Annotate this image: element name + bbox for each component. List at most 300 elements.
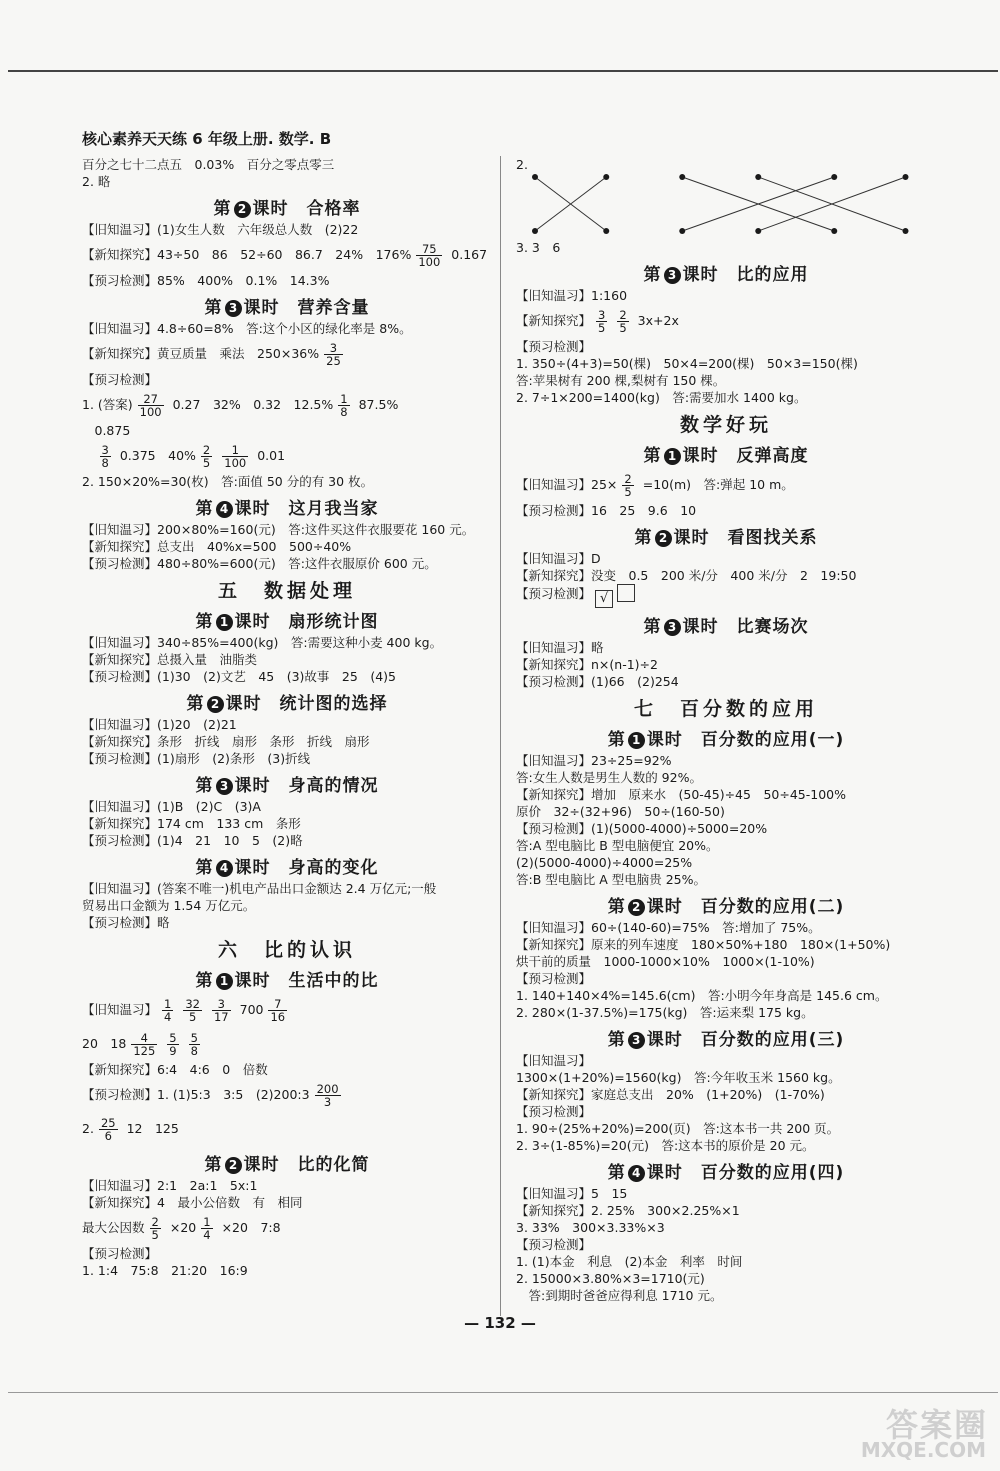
fraction	[201, 444, 212, 469]
answer-line	[516, 987, 936, 1004]
fraction-numerator: 1	[164, 997, 172, 1011]
matching-dot	[831, 174, 837, 180]
text-segment: 【新知探究】n×(n-1)÷2	[516, 657, 658, 672]
text-segment: 第	[195, 776, 214, 796]
answer-line	[516, 502, 936, 519]
text-segment: 【新知探究】2. 25% 300×2.25%×1	[516, 1203, 740, 1218]
text-segment: 【预习检测】(1)4 21 10 5 (2)略	[82, 833, 303, 848]
fraction	[99, 1117, 118, 1142]
matching-dot	[603, 228, 609, 234]
answer-line	[516, 468, 936, 502]
answer-line	[82, 473, 492, 490]
lesson-number-badge: 1	[216, 973, 233, 990]
lesson-number-badge: 4	[216, 860, 233, 877]
fraction-denominator: 5	[202, 456, 211, 470]
answer-line	[82, 1211, 492, 1245]
matching-dot	[532, 174, 538, 180]
answer-line	[82, 880, 492, 897]
answer-line	[82, 538, 492, 555]
answer-line	[516, 769, 936, 786]
answer-line	[82, 555, 492, 572]
fraction-numerator: 3	[101, 443, 109, 457]
text-segment: ×20 7:8	[221, 1220, 281, 1235]
fraction-numerator: 3	[598, 308, 606, 322]
fraction-numerator: 1	[222, 444, 248, 457]
text-segment: 【旧知温习】340÷85%=400(kg) 答:需要这种小麦 400 kg。	[82, 635, 443, 650]
answer-line	[516, 1137, 936, 1154]
text-segment: 课时 身高的变化	[234, 858, 379, 878]
text-segment	[82, 448, 95, 463]
fraction-numerator: 2	[202, 443, 211, 457]
text-segment: 2. 280×(1-37.5%)=175(kg) 答:运来梨 175 kg。	[516, 1005, 814, 1020]
fraction	[189, 1032, 200, 1057]
lesson-heading	[82, 607, 492, 632]
fraction-denominator: 5	[624, 485, 632, 499]
text-segment: 【旧知温习】60÷(140-60)=75% 答:增加了 75%。	[516, 920, 821, 935]
fraction-denominator: 9	[169, 1044, 177, 1058]
answer-line	[82, 668, 492, 685]
answer-line	[82, 371, 492, 388]
fraction-denominator: 25	[326, 354, 341, 368]
text-segment: 1. (1)本金 利息 (2)本金 利率 时间	[516, 1254, 743, 1269]
answer-line	[82, 1262, 492, 1279]
text-segment: 课时 百分数的应用(二)	[646, 897, 845, 917]
text-segment: 课时 反弹高度	[682, 446, 809, 466]
text-segment: 答:苹果树有 200 棵,梨树有 150 棵。	[516, 373, 726, 388]
text-segment: 【预习检测】	[516, 339, 592, 354]
fraction-numerator: 2	[151, 1215, 159, 1229]
text-segment: 20 18	[82, 1036, 127, 1051]
fraction-numerator: 32	[185, 997, 200, 1011]
answer-line	[516, 304, 936, 338]
matching-dot	[903, 228, 909, 234]
answer-line	[516, 287, 936, 304]
text-segment: 【预习检测】	[82, 372, 158, 387]
lesson-heading	[516, 725, 936, 750]
text-segment: 0.01	[257, 448, 286, 463]
text-segment: 【新知探究】4 最小公倍数 有 相同	[82, 1195, 303, 1210]
text-segment: 0.27 32% 0.32 12.5%	[172, 397, 334, 412]
answer-line	[516, 854, 936, 871]
answer-line	[82, 993, 492, 1027]
fraction-numerator: 3	[212, 998, 231, 1011]
unit-heading	[516, 694, 936, 721]
answer-line	[516, 389, 936, 406]
matching-dot	[755, 228, 761, 234]
matching-dot	[831, 228, 837, 234]
text-segment: 烘干前的质量 1000-1000×10% 1000×(1-10%)	[516, 954, 815, 969]
text-segment: 2. 7÷1×200=1400(kg) 答:需要加水 1400 kg。	[516, 390, 807, 405]
fraction-denominator: 4	[203, 1228, 211, 1242]
answer-line	[82, 1061, 492, 1078]
text-segment: 第	[213, 199, 232, 219]
answer-line	[516, 871, 936, 888]
lesson-heading	[82, 853, 492, 878]
unit-heading	[82, 935, 492, 962]
answer-line	[516, 803, 936, 820]
answer-line	[516, 970, 936, 987]
text-segment: 课时 百分数的应用(一)	[646, 730, 845, 750]
text-segment: 【旧知温习】D	[516, 551, 601, 566]
answer-line	[82, 914, 492, 931]
fraction-numerator: 200	[316, 1082, 339, 1096]
answer-line	[516, 1103, 936, 1120]
text-segment: 【预习检测】(1)66 (2)254	[516, 674, 679, 689]
answer-line	[516, 673, 936, 690]
lesson-heading	[82, 494, 492, 519]
text-segment: 第	[643, 265, 662, 285]
text-segment: 【新知探究】增加 原来水 (50-45)÷45 50÷45-100%	[516, 787, 846, 802]
fraction-denominator: 5	[619, 321, 627, 335]
text-segment: 【预习检测】16 25 9.6 10	[516, 503, 697, 518]
lesson-number-badge: 4	[216, 501, 233, 518]
text-segment: 第	[195, 612, 214, 632]
text-segment: 第	[607, 730, 626, 750]
lesson-number-badge: 1	[664, 448, 681, 465]
answer-line	[516, 919, 936, 936]
fraction	[338, 393, 349, 418]
text-segment: 【预习检测】	[82, 1246, 158, 1261]
text-segment: 第	[204, 298, 223, 318]
text-segment: 【旧知温习】(1)女生人数 六年级总人数 (2)22	[82, 222, 359, 237]
text-segment: 【旧知温习】23÷25=92%	[516, 753, 672, 768]
fraction	[150, 1216, 161, 1241]
lesson-number-badge: 3	[216, 778, 233, 795]
text-segment: 第	[634, 528, 653, 548]
answer-line	[516, 567, 936, 584]
answer-line	[82, 651, 492, 668]
lesson-heading	[516, 612, 936, 637]
text-segment: 【新知探究】43÷50 86 52÷60 86.7 24% 176%	[82, 247, 412, 262]
text-segment: 六 比的认识	[217, 939, 356, 961]
text-segment: 【预习检测】1. (1)5:3 3:5 (2)200:3	[82, 1087, 310, 1102]
fraction	[617, 309, 628, 334]
text-segment: 课时 比的化简	[243, 1155, 370, 1175]
answer-line	[82, 1194, 492, 1211]
text-segment: =10(m) 答:弹起 10 m。	[642, 477, 794, 492]
text-segment: (2)(5000-4000)÷4000=25%	[516, 855, 693, 870]
answer-line	[82, 634, 492, 651]
fraction-denominator: 5	[151, 1228, 159, 1242]
answer-line	[82, 1027, 492, 1061]
fraction-numerator: 3	[324, 342, 343, 355]
answer-line	[516, 584, 936, 608]
empty-box	[617, 584, 635, 602]
fraction-denominator: 17	[213, 1010, 229, 1024]
answer-line	[516, 372, 936, 389]
watermark-url: MXQE.COM	[860, 1438, 986, 1462]
text-segment: 课时 统计图的选择	[225, 694, 388, 714]
text-segment: 0.167	[451, 247, 488, 262]
fraction	[131, 1032, 157, 1057]
text-segment: 【旧知温习】(1)B (2)C (3)A	[82, 799, 261, 814]
lesson-heading	[516, 892, 936, 917]
lesson-number-badge: 3	[664, 619, 681, 636]
text-segment: 最大公因数	[82, 1220, 145, 1235]
text-segment: 第	[186, 694, 205, 714]
matching-dot	[603, 174, 609, 180]
lesson-number-badge: 1	[628, 732, 645, 749]
answer-line	[516, 1202, 936, 1219]
fraction	[100, 444, 111, 469]
text-segment: 【旧知温习】(1)20 (2)21	[82, 717, 237, 732]
text-segment: 3. 3 6	[516, 240, 561, 255]
answer-line	[82, 388, 492, 422]
fraction-denominator: 100	[139, 405, 162, 419]
text-segment: 【预习检测】480÷80%=600(元) 答:这件衣服原价 600 元。	[82, 556, 437, 571]
matching-dot	[679, 174, 685, 180]
fraction-numerator: 4	[131, 1032, 157, 1045]
text-segment: 【旧知温习】	[516, 1053, 592, 1068]
text-segment: 0.875	[82, 423, 131, 438]
answer-line	[82, 320, 492, 337]
text-segment: 2. 150×20%=30(枚) 答:面值 50 分的有 30 枚。	[82, 474, 374, 489]
fraction-denominator: 5	[189, 1010, 197, 1024]
fraction-numerator: 5	[169, 1031, 177, 1045]
text-segment: 【预习检测】	[516, 971, 592, 986]
text-segment: 课时 生活中的比	[234, 971, 379, 991]
answer-line	[516, 1052, 936, 1069]
answer-line	[82, 173, 492, 190]
fraction-denominator: 5	[598, 321, 606, 335]
fraction-denominator: 8	[190, 1044, 198, 1058]
lesson-number-badge: 2	[655, 530, 672, 547]
bottom-rule	[8, 1392, 998, 1393]
answer-line	[516, 1236, 936, 1253]
text-segment: 【旧知温习】略	[516, 640, 604, 655]
text-segment: ×20	[169, 1220, 197, 1235]
lesson-number-badge: 2	[628, 899, 645, 916]
answer-line	[516, 639, 936, 656]
text-segment: 课时 百分数的应用(三)	[646, 1030, 845, 1050]
fraction-numerator: 75	[416, 243, 442, 256]
matching-dot	[903, 174, 909, 180]
text-segment: 【旧知温习】1:160	[516, 288, 628, 303]
text-segment: 五 数据处理	[217, 580, 356, 602]
text-segment: 课时 看图找关系	[673, 528, 818, 548]
lesson-heading	[82, 771, 492, 796]
text-segment: 【预习检测】	[516, 586, 592, 601]
text-segment: 答:A 型电脑比 B 型电脑便宜 20%。	[516, 838, 719, 853]
answer-line	[516, 338, 936, 355]
text-segment: 【新知探究】总摄入量 油脂类	[82, 652, 258, 667]
text-segment: 1. 1:4 75:8 21:20 16:9	[82, 1263, 248, 1278]
fraction-numerator: 1	[340, 392, 348, 406]
lesson-number-badge: 3	[225, 300, 242, 317]
text-segment: 第	[607, 897, 626, 917]
fraction	[324, 342, 343, 367]
lesson-heading	[516, 523, 936, 548]
text-segment: 3. 33% 300×3.33%×3	[516, 1220, 665, 1235]
answer-line	[516, 786, 936, 803]
text-segment: 第	[204, 1155, 223, 1175]
fraction-numerator: 2	[624, 472, 632, 486]
text-segment: 【新知探究】174 cm 133 cm 条形	[82, 816, 301, 831]
answer-line	[82, 422, 492, 439]
text-segment: 【新知探究】条形 折线 扇形 条形 折线 扇形	[82, 734, 370, 749]
answer-line	[516, 936, 936, 953]
text-segment: 【旧知温习】	[82, 1002, 158, 1017]
text-segment: 【预习检测】(1)30 (2)文艺 45 (3)故事 25 (4)5	[82, 669, 396, 684]
answer-line	[82, 733, 492, 750]
text-segment: 七 百分数的应用	[633, 698, 818, 720]
answer-line	[82, 815, 492, 832]
text-segment: 3x+2x	[637, 313, 679, 328]
answer-line	[516, 1120, 936, 1137]
fraction-numerator: 1	[203, 1215, 211, 1229]
page-number: — 132 —	[464, 1314, 536, 1332]
fraction	[201, 1216, 212, 1241]
fraction	[222, 444, 248, 469]
fraction	[622, 473, 633, 498]
text-segment: 【新知探究】没变 0.5 200 米/分 400 米/分 2 19:50	[516, 568, 857, 583]
text-segment: 百分之七十二点五 0.03% 百分之零点零三	[82, 157, 335, 172]
text-segment: 2. 3÷(1-85%)=20(元) 答:这本书的原价是 20 元。	[516, 1138, 815, 1153]
text-segment: 课时 比的应用	[682, 265, 809, 285]
fraction	[212, 998, 231, 1023]
answer-line	[82, 1112, 492, 1146]
lesson-heading	[82, 1150, 492, 1175]
answer-line	[82, 521, 492, 538]
fraction-denominator: 100	[418, 255, 441, 269]
fraction-denominator: 4	[164, 1010, 172, 1024]
text-segment: 答:B 型电脑比 A 型电脑贵 25%。	[516, 872, 707, 887]
answer-line	[82, 897, 492, 914]
fraction-denominator: 16	[270, 1010, 286, 1024]
text-segment: 第	[607, 1163, 626, 1183]
answer-line	[516, 1185, 936, 1202]
text-segment: 【预习检测】(1)扇形 (2)条形 (3)折线	[82, 751, 311, 766]
page-header: 核心素养天天练 6 年级上册. 数学. B	[82, 130, 332, 148]
text-segment: 1. 140+140×4%=145.6(cm) 答:小明今年身高是 145.6 cm。	[516, 988, 888, 1003]
text-segment: 【旧知温习】5 15	[516, 1186, 628, 1201]
text-segment: 【新知探究】原来的列车速度 180×50%+180 180×(1+50%)	[516, 937, 891, 952]
checked-box: √	[595, 590, 613, 608]
lesson-heading	[516, 441, 936, 466]
text-segment: 【预习检测】	[516, 1237, 592, 1252]
answer-line	[82, 272, 492, 289]
fraction	[315, 1083, 341, 1108]
matching-dot	[679, 228, 685, 234]
lesson-number-badge: 3	[664, 267, 681, 284]
answer-line	[82, 439, 492, 473]
answer-line	[82, 238, 492, 272]
text-segment: 课时 百分数的应用(四)	[646, 1163, 845, 1183]
answer-line	[82, 1177, 492, 1194]
watermark-logo: 答案圈	[885, 1406, 988, 1444]
text-segment: 【旧知温习】2:1 2a:1 5x:1	[82, 1178, 258, 1193]
text-segment: 1. 90÷(25%+20%)=200(页) 答:这本书一共 200 页。	[516, 1121, 840, 1136]
answer-line	[516, 1086, 936, 1103]
answer-line	[82, 798, 492, 815]
answer-line	[516, 1219, 936, 1236]
answer-line	[516, 837, 936, 854]
fraction-denominator: 8	[340, 405, 348, 419]
lesson-number-badge: 4	[628, 1165, 645, 1182]
text-segment: 【预习检测】略	[82, 915, 170, 930]
text-segment: 第	[607, 1030, 626, 1050]
text-segment: 【新知探究】	[516, 313, 592, 328]
answer-line	[516, 820, 936, 837]
text-segment: 原价 32÷(32+96) 50÷(160-50)	[516, 804, 725, 819]
text-segment: 【旧知温习】200×80%=160(元) 答:这件买这件衣服要花 160 元。	[82, 522, 475, 537]
answer-line	[516, 752, 936, 769]
text-segment: 1. 350÷(4+3)=50(棵) 50×4=200(棵) 50×3=150(棵)	[516, 356, 858, 371]
text-segment: 课时 这月我当家	[234, 499, 379, 519]
text-segment: 【旧知温习】4.8÷60=8% 答:这个小区的绿化率是 8%。	[82, 321, 412, 336]
fraction	[183, 998, 202, 1023]
fraction-numerator: 5	[190, 1031, 198, 1045]
fraction-numerator: 25	[100, 1116, 116, 1130]
fraction	[268, 998, 287, 1023]
text-segment: 答:到期时爸爸应得利息 1710 元。	[516, 1288, 723, 1303]
fraction-denominator: 8	[101, 456, 109, 470]
text-segment: 2. 15000×3.80%×3=1710(元)	[516, 1271, 705, 1286]
text-segment: 【新知探究】总支出 40%x=500 500÷40%	[82, 539, 352, 554]
answer-line	[516, 239, 936, 256]
answer-line	[516, 1253, 936, 1270]
text-segment: 第	[195, 971, 214, 991]
answer-line	[516, 1287, 936, 1304]
answer-line	[82, 337, 492, 371]
text-segment: 700	[239, 1002, 264, 1017]
text-segment: 贸易出口金额为 1.54 万亿元。	[82, 898, 256, 913]
fraction-numerator: 7	[268, 998, 287, 1011]
lesson-heading	[82, 689, 492, 714]
text-segment: 【新知探究】6:4 4:6 0 倍数	[82, 1062, 268, 1077]
fraction	[416, 243, 442, 268]
answer-line	[516, 355, 936, 372]
text-segment: 2.	[82, 1121, 94, 1136]
answer-line	[516, 1004, 936, 1021]
text-segment: 第	[195, 858, 214, 878]
unit-heading	[516, 410, 936, 437]
text-segment: 数学好玩	[679, 414, 772, 436]
matching-dot	[755, 174, 761, 180]
top-rule	[8, 70, 998, 72]
text-segment: 课时 比赛场次	[682, 617, 809, 637]
text-segment: 0.375 40%	[119, 448, 196, 463]
answer-line	[82, 750, 492, 767]
text-segment: 2. 略	[82, 174, 111, 189]
text-segment: 课时 身高的情况	[234, 776, 379, 796]
text-segment: 【旧知温习】25×	[516, 477, 618, 492]
lesson-heading	[516, 260, 936, 285]
fraction-denominator: 125	[133, 1044, 156, 1058]
answer-line	[82, 1078, 492, 1112]
answer-line	[516, 1270, 936, 1287]
fraction	[596, 309, 607, 334]
text-segment: 第	[643, 446, 662, 466]
lesson-heading	[82, 966, 492, 991]
answer-line	[516, 953, 936, 970]
answer-line	[82, 716, 492, 733]
right-column	[516, 156, 936, 1304]
answer-line	[82, 832, 492, 849]
lesson-heading	[516, 1158, 936, 1183]
text-segment: 2.	[516, 157, 528, 172]
lesson-number-badge: 3	[628, 1032, 645, 1049]
answer-line	[516, 656, 936, 673]
text-segment: 第	[195, 499, 214, 519]
text-segment: 课时 扇形统计图	[234, 612, 379, 632]
text-segment: 【新知探究】家庭总支出 20% (1+20%) (1-70%)	[516, 1087, 825, 1102]
fraction-denominator: 6	[104, 1129, 112, 1143]
left-column	[82, 156, 492, 1279]
fraction-numerator: 27	[138, 393, 164, 406]
fraction	[167, 1032, 178, 1057]
lesson-heading	[82, 293, 492, 318]
